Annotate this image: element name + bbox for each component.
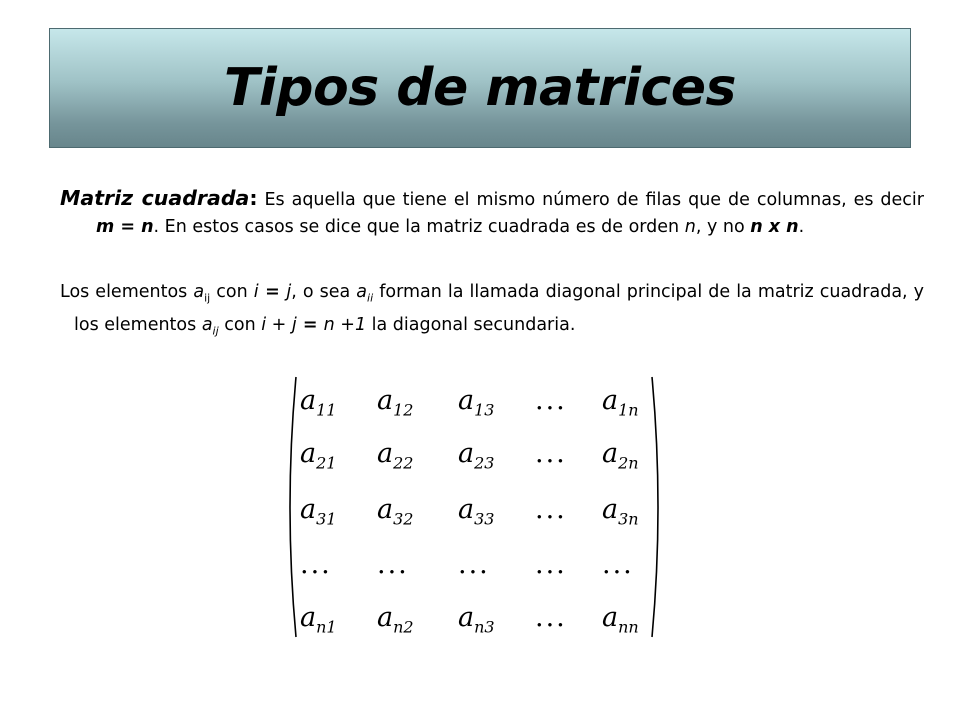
diagonal-paragraph (60, 279, 924, 344)
slide-title: Tipos de matrices (223, 58, 737, 118)
index-j-2: j (291, 314, 297, 335)
order-n: n (684, 217, 696, 237)
matrix-display (282, 375, 666, 639)
para2-text-6: la diagonal secundaria. (366, 314, 576, 335)
matrix-cell-4-1: ... (300, 549, 332, 580)
equals-sign: = (258, 282, 287, 302)
index-j: j (286, 282, 292, 302)
plus-sign: + (266, 314, 292, 335)
para2-text-3: , o sea (291, 282, 357, 302)
element-a-ii: a (356, 282, 368, 302)
term-matriz-cuadrada: Matriz cuadrada (60, 186, 250, 210)
para2-text-4: forman la llamada diagonal principal de la matriz cuadrada, y los elementos (74, 282, 924, 335)
matrix-cell-4-2: ... (377, 549, 409, 580)
para1-text-4: . (798, 217, 805, 237)
index-i-2: i (261, 314, 267, 335)
matrix-cell-3-1: $a_{31}$ (300, 494, 337, 529)
element-a: a (193, 282, 205, 302)
matrix-cell-5-2: $a_{n2}$ (377, 602, 414, 637)
matrix-cell-5-4: ... (535, 602, 567, 633)
matrix-cell-2-1: $a_{21}$ (300, 438, 337, 473)
element-a-ij: a (201, 314, 213, 335)
matrix-cell-2-3: $a_{23}$ (458, 438, 495, 473)
matrix-cell-5-5: $a_{nn}$ (602, 602, 639, 637)
right-parenthesis (652, 377, 658, 637)
para1-text-1: Es aquella que tiene el mismo número de filas que de columnas, es decir (257, 190, 924, 210)
matrix-cell-1-5: $a_{1n}$ (602, 385, 639, 420)
matrix-cell-3-5: $a_{3n}$ (602, 494, 639, 529)
matrix-cell-4-5: ... (602, 549, 634, 580)
left-parenthesis (290, 377, 296, 637)
n-plus-one: n +1 (323, 314, 367, 335)
matrix-cell-1-3: $a_{13}$ (458, 385, 495, 420)
matrix-cell-2-4: ... (535, 438, 567, 469)
title-banner (49, 28, 911, 148)
para2-text-1: Los elementos (60, 282, 194, 302)
n-x-n: n x n (750, 217, 799, 237)
matrix-cell-3-4: ... (535, 494, 567, 525)
definition-paragraph (60, 185, 924, 241)
subscript-ii: ii (367, 291, 374, 305)
matrix-cell-4-4: ... (535, 549, 567, 580)
para1-text-2: . En estos casos se dice que la matriz cuadrada es de orden (153, 217, 685, 237)
matrix-cell-4-3: ... (458, 549, 490, 580)
matrix-cell-3-2: $a_{32}$ (377, 494, 414, 529)
matrix-cell-1-1: $a_{11}$ (300, 385, 337, 420)
para1-text-3: , y no (695, 217, 751, 237)
matrix-cell-1-2: $a_{12}$ (377, 385, 414, 420)
para2-text-2: con (210, 282, 254, 302)
matrix-cell-2-5: $a_{2n}$ (602, 438, 639, 473)
equation-m-equals-n: m = n (96, 217, 154, 237)
para2-text-5: con (218, 314, 262, 335)
subscript-ij-2: ij (212, 324, 219, 337)
matrix-cell-3-3: $a_{33}$ (458, 494, 495, 529)
term-colon: : (249, 186, 258, 210)
matrix-cell-2-2: $a_{22}$ (377, 438, 414, 473)
matrix-cell-1-4: ... (535, 385, 567, 416)
matrix-cell-5-3: $a_{n3}$ (458, 602, 495, 637)
index-i: i (253, 282, 259, 302)
matrix-cell-5-1: $a_{n1}$ (300, 602, 337, 637)
subscript-ij: ij (204, 291, 211, 305)
equals-sign-2: = (296, 314, 324, 335)
